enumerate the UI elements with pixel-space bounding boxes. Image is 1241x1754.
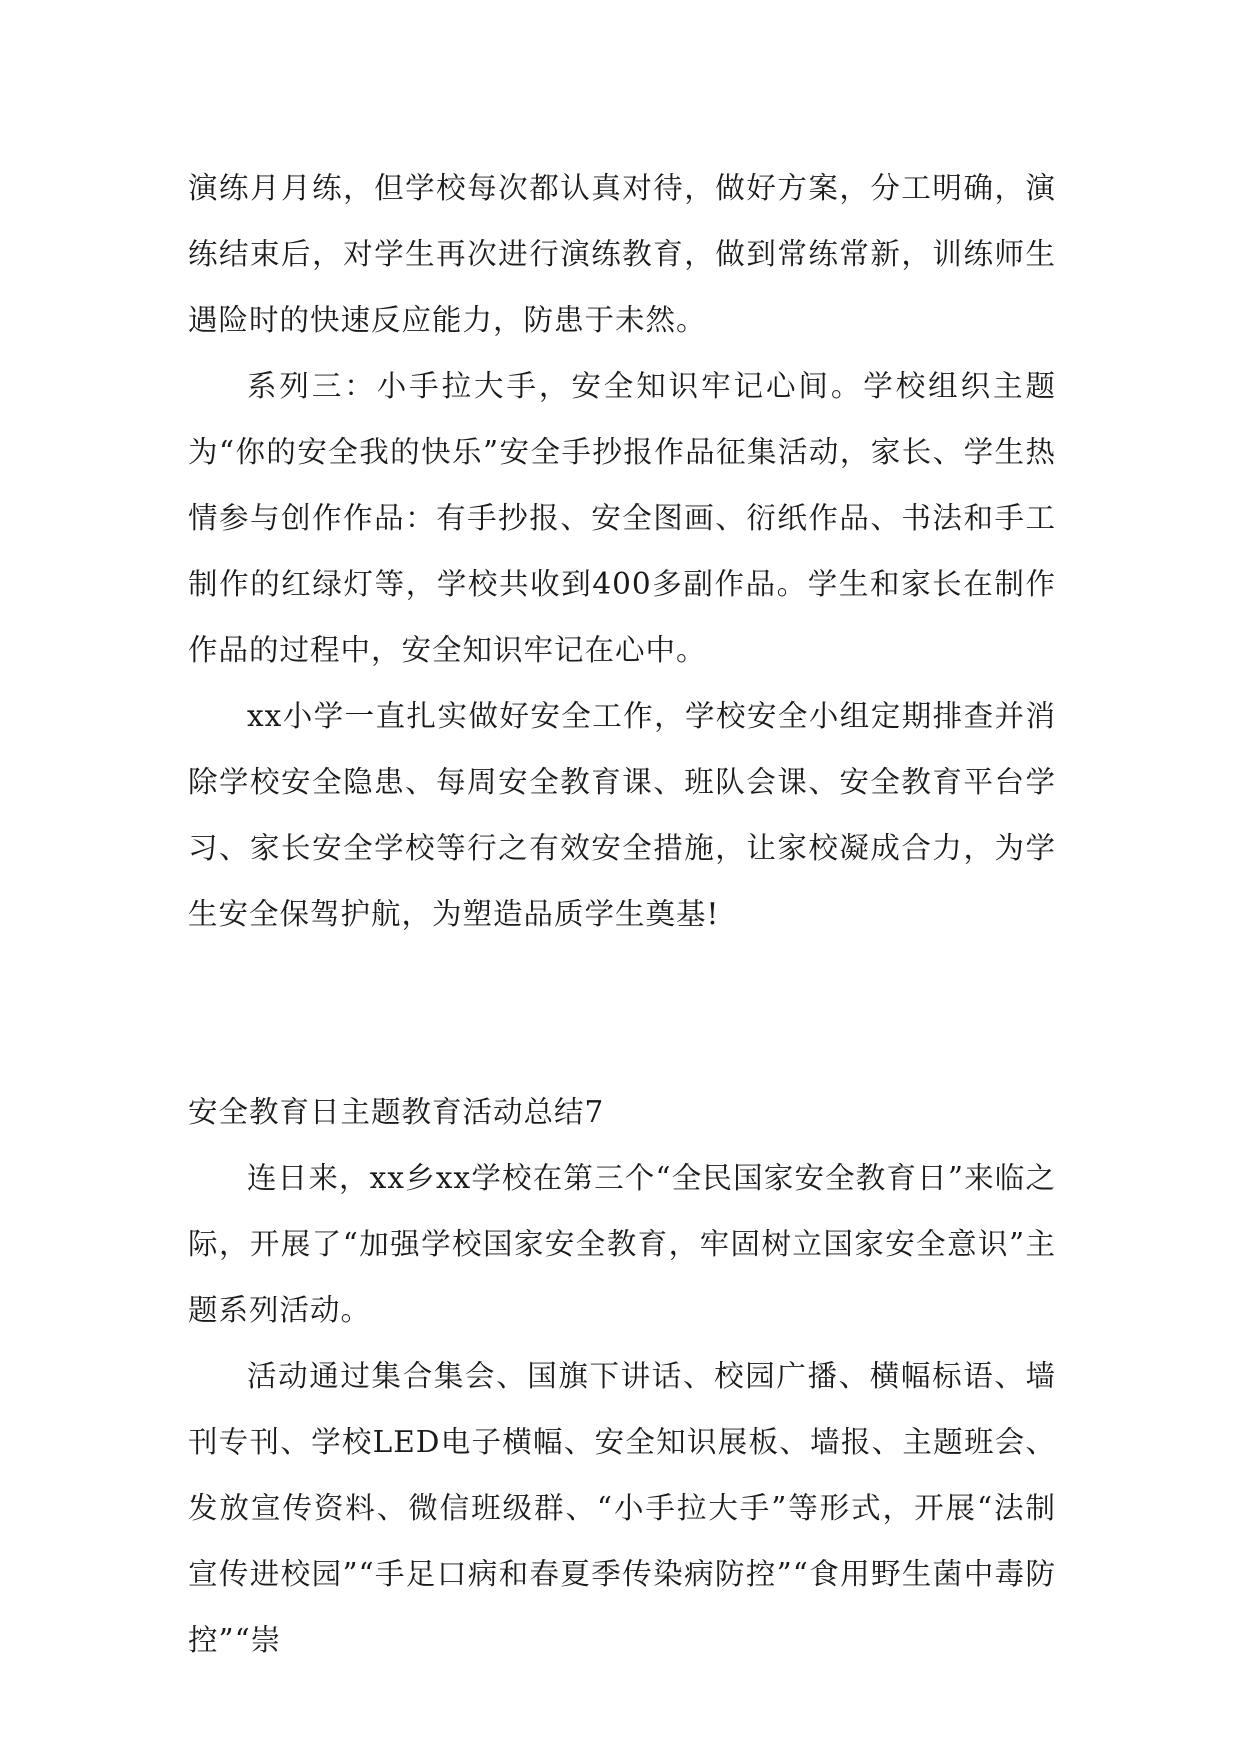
paragraph-activity-intro: 连日来，xx乡xx学校在第三个“全民国家安全教育日”来临之际，开展了“加强学校国家安全教育，牢固树立国家安全意识”主题系列活动。	[188, 1161, 1056, 1327]
section-gap	[188, 947, 1056, 1079]
document-body	[188, 155, 1056, 1673]
paragraph-drill-summary: 演练月月练，但学校每次都认真对待，做好方案，分工明确，演练结束后，对学生再次进行演练教育，做到常练常新，训练师生遇险时的快速反应能力，防患于未然。	[188, 171, 1056, 337]
paragraph-school-safety-work: xx小学一直扎实做好安全工作，学校安全小组定期排查并消除学校安全隐患、每周安全教育课、班队会课、安全教育平台学习、家长安全学校等行之有效安全措施，让家校凝成合力，为学生安全保驾护航，为塑造品质学生奠基!	[188, 699, 1056, 931]
paragraph-series-three: 系列三：小手拉大手，安全知识牢记心间。学校组织主题为“你的安全我的快乐”安全手抄报作品征集活动，家长、学生热情参与创作作品：有手抄报、安全图画、衍纸作品、书法和手工制作的红绿灯等，学校共收到400多副作品。学生和家长在制作作品的过程中，安全知识牢记在心中。	[188, 369, 1056, 667]
section-heading: 安全教育日主题教育活动总结7	[188, 1095, 605, 1129]
paragraph-activity-forms: 活动通过集合集会、国旗下讲话、校园广播、横幅标语、墙刊专刊、学校LED电子横幅、安全知识展板、墙报、主题班会、发放宣传资料、微信班级群、“小手拉大手”等形式，开展“法制宣传进校园”“手足口病和春夏季传染病防控”“食用野生菌中毒防控”“崇	[188, 1359, 1056, 1657]
